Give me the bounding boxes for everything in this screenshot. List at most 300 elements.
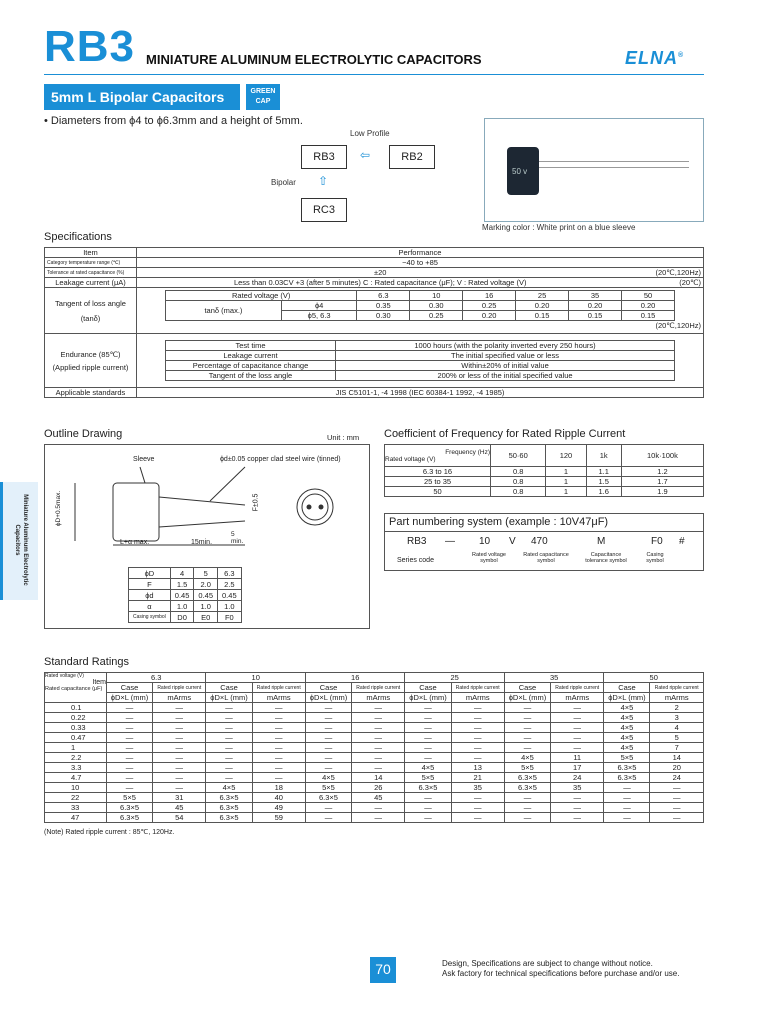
side-tab-label: Miniature Aluminum Electrolytic Capacitors <box>14 494 28 586</box>
rating-cell: 6.3×5 <box>604 763 650 773</box>
rating-cell: 4×5 <box>604 703 650 713</box>
rating-cell: — <box>551 813 604 823</box>
rating-cell: — <box>650 803 704 813</box>
tan-symbol: (tanδ) <box>80 313 101 323</box>
rating-cell: — <box>305 703 351 713</box>
pn-label: Casing symbol <box>646 552 664 564</box>
endurance-cell: Leakage current <box>166 351 336 361</box>
dim-cell: 0.45 <box>170 590 194 601</box>
ratings-head-ripple: Rated ripple current <box>451 683 504 693</box>
tan-cell: 0.15 <box>569 311 622 321</box>
tan-cell: 16 <box>463 291 516 301</box>
rating-cell: — <box>504 723 550 733</box>
ratings-head-marms: mArms <box>551 693 604 703</box>
rating-cell: — <box>352 713 405 723</box>
rating-cell: — <box>206 753 252 763</box>
freq-cell: 50·60 <box>491 445 546 467</box>
ratings-volt: 16 <box>305 673 404 683</box>
rating-cell: — <box>352 753 405 763</box>
rating-cell: — <box>352 813 405 823</box>
capacitor-print: 50 v <box>512 167 528 176</box>
dim-cell: E0 <box>194 612 218 623</box>
rating-cell: 6.3×5 <box>107 803 153 813</box>
rating-cell: — <box>504 803 550 813</box>
ratings-head-marms: mArms <box>451 693 504 703</box>
rating-cell: 6.3×5 <box>504 783 550 793</box>
ratings-head-ripple: Rated ripple current <box>352 683 405 693</box>
rating-cell: — <box>252 773 305 783</box>
dim-cell: 6.3 <box>218 568 242 579</box>
ratings-note: (Note) Rated ripple current : 85℃, 120Hz. <box>44 829 175 836</box>
rating-cell: — <box>504 743 550 753</box>
endurance-cell: Within±20% of initial value <box>336 361 675 371</box>
rating-cell: — <box>153 703 206 713</box>
rating-cell: 14 <box>352 773 405 783</box>
rating-cell: 4 <box>650 723 704 733</box>
freq-cell: 1.6 <box>586 487 621 497</box>
rating-cell: 6.3×5 <box>604 773 650 783</box>
pn-voltage: 10 <box>479 536 491 547</box>
ratings-head-case: Case <box>206 683 252 693</box>
rating-cell: — <box>206 703 252 713</box>
ratings-head-case: Case <box>305 683 351 693</box>
dim-cell: 2.5 <box>218 579 242 590</box>
rating-cell: — <box>206 763 252 773</box>
pn-series: RB3 <box>407 536 427 547</box>
ratings-head-case: Case <box>405 683 451 693</box>
spec-cell: JIS C5101-1, -4 1998 (IEC 60384-1 1992, -4 1985) <box>137 388 704 398</box>
frequency-table <box>384 444 704 497</box>
disclaimer <box>442 959 679 979</box>
capacitance-cell: 0.1 <box>45 703 107 713</box>
rating-cell: — <box>451 703 504 713</box>
rating-cell: 5×5 <box>604 753 650 763</box>
dim-cell: α <box>129 601 171 612</box>
freq-cell: 1.1 <box>586 467 621 477</box>
lead-wire <box>539 161 689 162</box>
rating-cell: — <box>405 713 451 723</box>
rating-cell: — <box>405 703 451 713</box>
spec-cell <box>137 288 704 334</box>
freq-cell: 1.2 <box>621 467 703 477</box>
ratings-head-marms: mArms <box>153 693 206 703</box>
ratings-cap-label: Rated capacitance (μF) <box>45 686 103 692</box>
endurance-cell: Tangent of the loss angle <box>166 371 336 381</box>
pn-label: Series code <box>397 557 434 564</box>
rating-cell: 6.3×5 <box>107 813 153 823</box>
rating-cell: — <box>252 753 305 763</box>
unit-label: Unit : mm <box>327 433 360 442</box>
rating-cell: — <box>107 703 153 713</box>
rating-cell: — <box>252 723 305 733</box>
standard-ratings-table <box>44 672 704 823</box>
ratings-head-ripple: Rated ripple current <box>650 683 704 693</box>
rating-cell: 20 <box>650 763 704 773</box>
disclaimer-line: Ask factory for technical specifications before purchase and/or use. <box>442 969 680 978</box>
rating-cell: — <box>153 743 206 753</box>
tan-cell: ϕ5, 6.3 <box>281 311 356 321</box>
leader-line <box>210 467 245 501</box>
rating-cell: 11 <box>551 753 604 763</box>
ratings-head-size: ϕD×L (mm) <box>405 693 451 703</box>
dim-cell: Casing symbol <box>129 612 171 623</box>
dim-cell: ϕd <box>129 590 171 601</box>
tan-cell: 10 <box>410 291 463 301</box>
dim-cell: 1.0 <box>194 601 218 612</box>
rating-cell: 5×5 <box>305 783 351 793</box>
freq-hz-label: Frequency (Hz) <box>445 448 490 456</box>
rating-cell: — <box>305 763 351 773</box>
rating-cell: 7 <box>650 743 704 753</box>
dim-cell: 1.5 <box>170 579 194 590</box>
spec-cell: (20℃) <box>624 278 704 288</box>
tan-cell: 0.30 <box>410 301 463 311</box>
rating-cell: — <box>305 713 351 723</box>
pn-label: Rated voltage symbol <box>472 552 506 564</box>
dim-cell: 4 <box>170 568 194 579</box>
tan-cell: ϕ4 <box>281 301 356 311</box>
rating-cell: 40 <box>252 793 305 803</box>
table-row <box>45 743 704 753</box>
rating-cell: — <box>451 713 504 723</box>
capacitance-cell: 22 <box>45 793 107 803</box>
ratings-head-size: ϕD×L (mm) <box>206 693 252 703</box>
rating-cell: — <box>551 803 604 813</box>
arrow-left-icon: ⇦ <box>360 148 371 162</box>
table-row <box>45 753 704 763</box>
table-row <box>45 733 704 743</box>
section-title-ratings: Standard Ratings <box>44 656 129 668</box>
pn-dash: — <box>445 536 455 547</box>
rating-cell: — <box>107 733 153 743</box>
dim-cell: 1.0 <box>170 601 194 612</box>
rating-cell: — <box>206 723 252 733</box>
capacitance-cell: 0.22 <box>45 713 107 723</box>
f-label: F±0.5 <box>252 493 260 512</box>
capacitor-image <box>507 147 539 195</box>
rating-cell: — <box>451 733 504 743</box>
pn-hash: # <box>679 536 685 547</box>
spec-cell <box>45 288 137 334</box>
tan-cell: 0.15 <box>516 311 569 321</box>
lead-line <box>159 497 245 505</box>
arrow-up-icon: ⇧ <box>318 174 329 188</box>
section-title-specifications: Specifications <box>44 231 112 243</box>
freq-cell: 1 <box>546 477 586 487</box>
spec-cell: Leakage current (μA) <box>45 278 137 288</box>
section-title-outline: Outline Drawing <box>44 428 123 440</box>
product-banner: 5mm L Bipolar Capacitors <box>44 84 240 110</box>
spec-cell: Item <box>45 248 137 258</box>
ratings-head-case: Case <box>504 683 550 693</box>
rating-cell: 26 <box>352 783 405 793</box>
rating-cell: — <box>153 733 206 743</box>
rating-cell: 5×5 <box>107 793 153 803</box>
rating-cell: — <box>352 703 405 713</box>
capacitor-body <box>113 483 159 541</box>
rating-cell: — <box>405 803 451 813</box>
rating-cell: — <box>107 783 153 793</box>
endurance-cell: Test time <box>166 341 336 351</box>
spec-cell: Category temperature range (℃) <box>45 258 137 268</box>
tan-condition: (20℃,120Hz) <box>655 321 701 330</box>
tan-table <box>165 290 675 321</box>
rating-cell: — <box>604 813 650 823</box>
tan-cell: 25 <box>516 291 569 301</box>
rating-cell: — <box>352 723 405 733</box>
rating-cell: — <box>405 813 451 823</box>
rating-cell: — <box>107 763 153 773</box>
green-cap-badge: GREEN CAP <box>246 84 280 110</box>
rating-cell: — <box>451 743 504 753</box>
sleeve-label: Sleeve <box>133 456 155 463</box>
rating-cell: — <box>206 733 252 743</box>
rating-cell: 5 <box>650 733 704 743</box>
pin-dot <box>307 505 312 510</box>
dim-cell: 0.45 <box>194 590 218 601</box>
rating-cell: — <box>551 793 604 803</box>
table-row <box>45 763 704 773</box>
specifications-table <box>44 247 704 398</box>
freq-cell: 1.5 <box>586 477 621 487</box>
freq-cell: 10k·100k <box>621 445 703 467</box>
rating-cell: 3 <box>650 713 704 723</box>
rating-cell: — <box>107 753 153 763</box>
rating-cell: — <box>504 793 550 803</box>
ratings-head-size: ϕD×L (mm) <box>504 693 550 703</box>
tan-cell: 0.30 <box>357 311 410 321</box>
rating-cell: 4×5 <box>504 753 550 763</box>
lead-wire <box>539 167 689 168</box>
rating-cell: — <box>206 743 252 753</box>
rating-cell: 45 <box>352 793 405 803</box>
table-row <box>45 793 704 803</box>
endurance-cell: 200% or less of the initial specified value <box>336 371 675 381</box>
rating-cell: — <box>405 793 451 803</box>
freq-cell: 0.8 <box>491 487 546 497</box>
rating-cell: 13 <box>451 763 504 773</box>
rating-cell: 4×5 <box>604 743 650 753</box>
freq-header-cell <box>385 445 491 467</box>
dim-cell: 5 <box>194 568 218 579</box>
tan-cell: tanδ (max.) <box>166 301 282 321</box>
description-text: Diameters from ϕ4 to ϕ6.3mm and a height of 5mm. <box>50 115 303 127</box>
rating-cell: — <box>252 743 305 753</box>
freq-cell: 1 <box>546 467 586 477</box>
brand-text: ELNA <box>625 48 678 68</box>
series-title: RB3 <box>44 22 136 71</box>
spec-cell: ±20 <box>137 268 624 278</box>
rating-cell: — <box>405 753 451 763</box>
rating-cell: — <box>551 723 604 733</box>
pn-capacitance: 470 <box>531 536 548 547</box>
table-row <box>45 783 704 793</box>
pn-label: Rated capacitance symbol <box>523 552 569 564</box>
endurance-cell: 1000 hours (with the polarity inverted every 250 hours) <box>336 341 675 351</box>
freq-cell: 120 <box>546 445 586 467</box>
ratings-head-marms: mArms <box>650 693 704 703</box>
dim-cell: 1.0 <box>218 601 242 612</box>
rating-cell: — <box>305 803 351 813</box>
lead-line <box>159 521 245 527</box>
rating-cell: — <box>206 713 252 723</box>
rating-cell: — <box>305 743 351 753</box>
rating-cell: — <box>604 793 650 803</box>
page-number: 70 <box>370 957 396 983</box>
rating-cell: — <box>504 813 550 823</box>
table-row <box>45 803 704 813</box>
rating-cell: 24 <box>551 773 604 783</box>
rating-cell: — <box>604 783 650 793</box>
part-numbering-box <box>384 513 704 571</box>
marking-note: Marking color : White print on a blue sleeve <box>482 223 636 232</box>
pin-dot <box>319 505 324 510</box>
rating-cell: — <box>252 703 305 713</box>
rating-cell: — <box>153 713 206 723</box>
rating-cell: 4×5 <box>604 733 650 743</box>
length-label: L+α max. <box>120 539 150 546</box>
rating-cell: — <box>451 723 504 733</box>
freq-rv-label: Rated voltage (V) <box>385 455 436 463</box>
bipolar-label: Bipolar <box>271 178 296 187</box>
rating-cell: 4×5 <box>305 773 351 783</box>
rating-cell: — <box>504 703 550 713</box>
pn-tolerance: M <box>597 536 606 547</box>
tan-cell: Rated voltage (V) <box>166 291 357 301</box>
capacitance-cell: 47 <box>45 813 107 823</box>
rating-cell: — <box>305 723 351 733</box>
table-row <box>45 773 704 783</box>
rating-cell: 21 <box>451 773 504 783</box>
end-view-circle <box>302 494 328 520</box>
disclaimer-line: Design, Specifications are subject to change without notice. <box>442 959 653 968</box>
wire-label: ϕd±0.05 copper clad steel wire (tinned) <box>220 456 341 463</box>
tan-cell: 0.20 <box>516 301 569 311</box>
low-profile-label: Low Profile <box>350 129 390 138</box>
rating-cell: 4×5 <box>405 763 451 773</box>
capacitance-cell: 3.3 <box>45 763 107 773</box>
rating-cell: 6.3×5 <box>206 803 252 813</box>
table-row <box>45 813 704 823</box>
side-tab <box>0 482 38 600</box>
ratings-corner <box>45 673 107 703</box>
capacitance-cell: 0.47 <box>45 733 107 743</box>
dim-cell: D0 <box>170 612 194 623</box>
spec-cell: Less than 0.03CV +3 (after 5 minutes) C : Rated capacitance (μF); V : Rated voltage (V) <box>137 278 624 288</box>
freq-cell: 0.8 <box>491 477 546 487</box>
ratings-head-size: ϕD×L (mm) <box>305 693 351 703</box>
diameter-label: ϕD+0.5max. <box>55 490 63 527</box>
ratings-volt: 50 <box>604 673 704 683</box>
dimension-table <box>128 567 242 623</box>
capacitance-cell: 1 <box>45 743 107 753</box>
ratings-rv-label: Rated voltage (V) <box>45 673 84 679</box>
rating-cell: 6.3×5 <box>305 793 351 803</box>
rating-cell: — <box>107 773 153 783</box>
table-row <box>45 723 704 733</box>
rating-cell: — <box>504 733 550 743</box>
freq-cell: 1.7 <box>621 477 703 487</box>
rating-cell: — <box>650 813 704 823</box>
rating-cell: — <box>206 773 252 783</box>
rating-cell: 17 <box>551 763 604 773</box>
lead-length-label: 15min. <box>191 539 213 546</box>
ratings-head-size: ϕD×L (mm) <box>604 693 650 703</box>
rating-cell: 59 <box>252 813 305 823</box>
spec-cell: Tolerance at rated capacitance (%) <box>45 268 137 278</box>
tan-cell: 0.25 <box>463 301 516 311</box>
tan-cell: 0.20 <box>463 311 516 321</box>
rating-cell: — <box>153 783 206 793</box>
freq-cell: 50 <box>385 487 491 497</box>
dim-cell: 0.45 <box>218 590 242 601</box>
tan-cell: 35 <box>569 291 622 301</box>
description: • Diameters from ϕ4 to ϕ6.3mm and a height of 5mm. <box>44 115 303 127</box>
rb3-box: RB3 <box>301 145 347 169</box>
rating-cell: 6.3×5 <box>504 773 550 783</box>
rating-cell: — <box>153 763 206 773</box>
rating-cell: — <box>352 733 405 743</box>
pn-v: V <box>509 536 516 547</box>
rating-cell: — <box>305 753 351 763</box>
spec-cell: (20℃,120Hz) <box>624 268 704 278</box>
table-row <box>45 713 704 723</box>
rating-cell: 4×5 <box>604 723 650 733</box>
freq-cell: 1.9 <box>621 487 703 497</box>
rating-cell: 6.3×5 <box>405 783 451 793</box>
rating-cell: — <box>451 753 504 763</box>
ratings-head-case: Case <box>107 683 153 693</box>
page-subtitle: MINIATURE ALUMINUM ELECTROLYTIC CAPACITORS <box>146 52 482 67</box>
rating-cell: — <box>405 743 451 753</box>
rating-cell: 35 <box>451 783 504 793</box>
rating-cell: — <box>153 753 206 763</box>
spec-cell <box>137 334 704 388</box>
rb2-box: RB2 <box>389 145 435 169</box>
spec-cell <box>45 334 137 388</box>
rating-cell: — <box>451 803 504 813</box>
ratings-volt: 35 <box>504 673 603 683</box>
rating-cell: — <box>405 733 451 743</box>
rating-cell: — <box>252 763 305 773</box>
ratings-head-marms: mArms <box>252 693 305 703</box>
tan-cell: 0.15 <box>621 311 674 321</box>
rating-cell: 4×5 <box>206 783 252 793</box>
capacitance-cell: 0.33 <box>45 723 107 733</box>
rating-cell: — <box>352 803 405 813</box>
ratings-volt: 6.3 <box>107 673 206 683</box>
rating-cell: — <box>252 713 305 723</box>
rating-cell: — <box>504 713 550 723</box>
tan-cell: 0.20 <box>569 301 622 311</box>
tan-cell: 0.35 <box>357 301 410 311</box>
ratings-head-ripple: Rated ripple current <box>551 683 604 693</box>
header-rule <box>44 74 704 75</box>
capacitance-cell: 10 <box>45 783 107 793</box>
tan-cell: 6.3 <box>357 291 410 301</box>
endurance-label: Endurance (85℃) <box>60 349 121 359</box>
rating-cell: 4×5 <box>604 713 650 723</box>
dim-cell: ϕD <box>129 568 171 579</box>
rating-cell: 24 <box>650 773 704 783</box>
ratings-head-marms: mArms <box>352 693 405 703</box>
rating-cell: 54 <box>153 813 206 823</box>
dim-cell: F <box>129 579 171 590</box>
dim-cell: F0 <box>218 612 242 623</box>
dim-cell: 2.0 <box>194 579 218 590</box>
freq-cell: 6.3 to 16 <box>385 467 491 477</box>
endurance-cell: Percentage of capacitance change <box>166 361 336 371</box>
